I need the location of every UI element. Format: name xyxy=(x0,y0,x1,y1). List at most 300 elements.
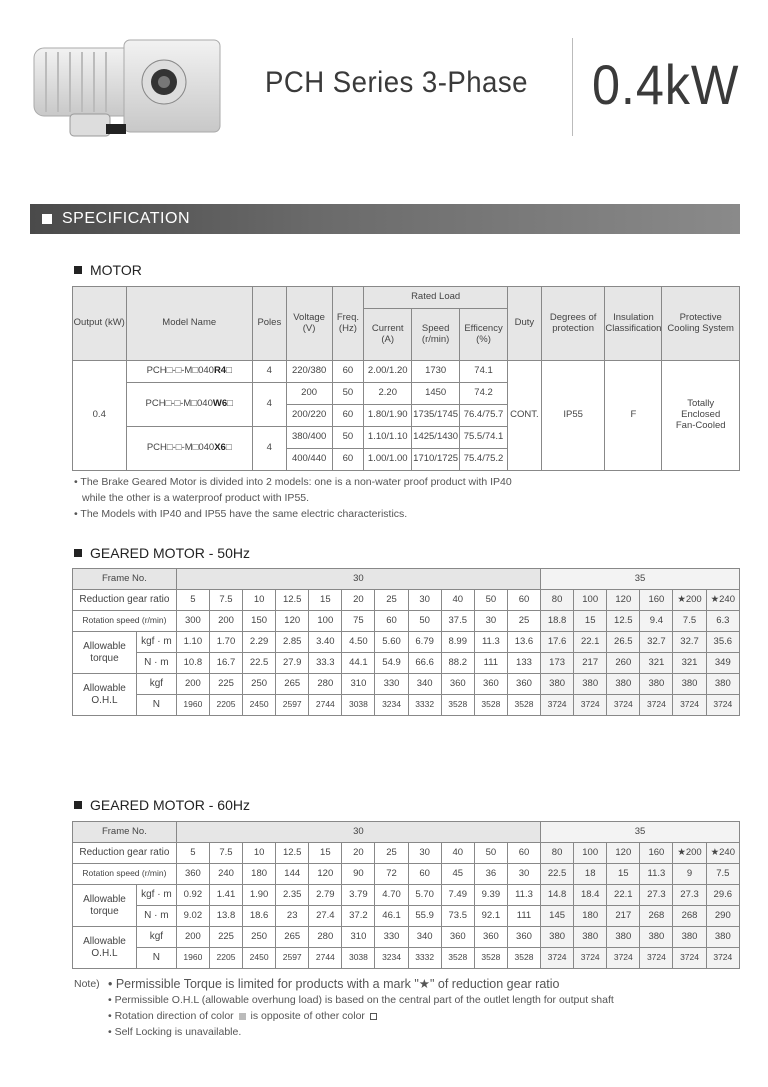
ratio-cell: 12.5 xyxy=(276,843,309,864)
speed-cell: 22.5 xyxy=(541,864,574,885)
torque_nm-cell: 180 xyxy=(574,906,607,927)
ohl_kgf-cell: 340 xyxy=(408,674,441,695)
ohl_n-cell: 3528 xyxy=(441,695,474,716)
torque_kgfm-cell: 1.10 xyxy=(176,632,209,653)
freq-value: 50 xyxy=(332,427,364,449)
ratio-cell: 100 xyxy=(574,590,607,611)
torque_nm-cell: 27.9 xyxy=(276,653,309,674)
header-efficiency: Efficency (%) xyxy=(460,309,508,361)
specification-label: SPECIFICATION xyxy=(62,210,190,227)
duty-value: CONT. xyxy=(507,361,541,471)
speed-cell: 9 xyxy=(673,864,706,885)
torque_nm-cell: 54.9 xyxy=(375,653,408,674)
current-value: 1.10/1.10 xyxy=(364,427,412,449)
ohl_kgf-cell: 380 xyxy=(607,674,640,695)
motor-section-title: MOTOR xyxy=(74,262,142,278)
torque_kgfm-cell: 1.41 xyxy=(209,885,242,906)
unit-n: N xyxy=(136,948,176,969)
ratio-cell: 120 xyxy=(607,590,640,611)
torque-label: Allowable torque xyxy=(73,885,137,927)
ohl_kgf-cell: 360 xyxy=(474,674,507,695)
ohl_n-cell: 3528 xyxy=(474,695,507,716)
model-name-r4: PCH□-□-M□040R4□ xyxy=(126,361,252,383)
torque_nm-cell: 44.1 xyxy=(342,653,375,674)
ratio-cell: 160 xyxy=(640,843,673,864)
torque_kgfm-cell: 1.70 xyxy=(209,632,242,653)
torque_nm-cell: 33.3 xyxy=(309,653,342,674)
ratio-cell: 25 xyxy=(375,590,408,611)
speed-cell: 360 xyxy=(176,864,209,885)
speed-cell: 200 xyxy=(209,611,242,632)
torque_kgfm-cell: 29.6 xyxy=(706,885,739,906)
ohl_kgf-cell: 310 xyxy=(342,927,375,948)
torque_nm-cell: 22.5 xyxy=(243,653,276,674)
current-value: 1.00/1.00 xyxy=(364,449,412,471)
ohl_kgf-cell: 340 xyxy=(408,927,441,948)
ratio-cell: 80 xyxy=(541,590,574,611)
ratio-label: Reduction gear ratio xyxy=(73,590,177,611)
torque_kgfm-cell: 2.35 xyxy=(276,885,309,906)
ohl_n-cell: 1960 xyxy=(176,948,209,969)
square-bullet-icon xyxy=(74,549,82,557)
header xyxy=(0,0,768,160)
speed-cell: 100 xyxy=(309,611,342,632)
ohl_kgf-cell: 380 xyxy=(673,674,706,695)
ohl_kgf-cell: 225 xyxy=(209,674,242,695)
speed-cell: 120 xyxy=(276,611,309,632)
ratio-label: Reduction gear ratio xyxy=(73,843,177,864)
ratio-cell: ★240 xyxy=(706,843,739,864)
header-divider xyxy=(572,38,573,136)
gear60-section-title: GEARED MOTOR - 60Hz xyxy=(74,797,250,813)
torque_kgfm-cell: 27.3 xyxy=(640,885,673,906)
speed-value: 1710/1725 xyxy=(412,449,460,471)
ohl_kgf-cell: 380 xyxy=(706,674,739,695)
ohl_n-cell: 3724 xyxy=(541,695,574,716)
ohl_kgf-cell: 200 xyxy=(176,927,209,948)
torque_nm-cell: 10.8 xyxy=(176,653,209,674)
torque_nm-cell: 16.7 xyxy=(209,653,242,674)
torque_nm-cell: 66.6 xyxy=(408,653,441,674)
ratio-cell: ★200 xyxy=(673,590,706,611)
ohl_kgf-cell: 380 xyxy=(541,927,574,948)
frame-label: Frame No. xyxy=(73,569,177,590)
torque_nm-cell: 349 xyxy=(706,653,739,674)
torque_kgfm-cell: 11.3 xyxy=(474,632,507,653)
unit-kgf: kgf xyxy=(136,927,176,948)
ohl_kgf-cell: 360 xyxy=(474,927,507,948)
unit-nm: N · m xyxy=(136,653,176,674)
ratio-cell: 12.5 xyxy=(276,590,309,611)
ohl_n-cell: 3038 xyxy=(342,695,375,716)
ohl_kgf-cell: 280 xyxy=(309,927,342,948)
motor-spec-table xyxy=(72,286,740,471)
ohl_n-cell: 3724 xyxy=(640,695,673,716)
voltage-value: 200/220 xyxy=(286,405,332,427)
torque_nm-cell: 268 xyxy=(673,906,706,927)
ohl-label: Allowable O.H.L xyxy=(73,674,137,716)
torque_nm-cell: 27.4 xyxy=(309,906,342,927)
note-rotation: • Rotation direction of color is opposite of other color xyxy=(108,1008,379,1024)
torque_kgfm-cell: 1.90 xyxy=(243,885,276,906)
header-model: Model Name xyxy=(126,287,252,361)
header-poles: Poles xyxy=(252,287,286,361)
ohl_kgf-cell: 265 xyxy=(276,674,309,695)
note-lead: Note) xyxy=(74,978,100,990)
unit-kgf: kgf xyxy=(136,674,176,695)
ratio-cell: 40 xyxy=(441,843,474,864)
current-value: 2.00/1.20 xyxy=(364,361,412,383)
ratio-cell: 25 xyxy=(375,843,408,864)
torque_nm-cell: 55.9 xyxy=(408,906,441,927)
speed-cell: 37.5 xyxy=(441,611,474,632)
ratio-cell: 5 xyxy=(176,590,209,611)
geared-motor-image xyxy=(26,30,226,148)
unit-nm: N · m xyxy=(136,906,176,927)
ohl_kgf-cell: 280 xyxy=(309,674,342,695)
torque_nm-cell: 268 xyxy=(640,906,673,927)
voltage-value: 200 xyxy=(286,383,332,405)
ratio-cell: ★200 xyxy=(673,843,706,864)
header-rated-load: Rated Load xyxy=(364,287,508,309)
poles-value: 4 xyxy=(252,427,286,471)
speed-cell: 7.5 xyxy=(706,864,739,885)
ohl_n-cell: 2597 xyxy=(276,695,309,716)
torque_nm-cell: 9.02 xyxy=(176,906,209,927)
speed-cell: 50 xyxy=(408,611,441,632)
torque_kgfm-cell: 32.7 xyxy=(640,632,673,653)
square-bullet-icon xyxy=(42,214,52,224)
header-freq: Freq. (Hz) xyxy=(332,287,364,361)
ohl_n-cell: 3528 xyxy=(507,695,540,716)
ohl_kgf-cell: 360 xyxy=(441,927,474,948)
header-speed: Speed (r/min) xyxy=(412,309,460,361)
ratio-cell: 7.5 xyxy=(209,590,242,611)
torque_kgfm-cell: 5.60 xyxy=(375,632,408,653)
efficiency-value: 76.4/75.7 xyxy=(460,405,508,427)
frame-35: 35 xyxy=(541,569,740,590)
ohl_n-cell: 3724 xyxy=(574,695,607,716)
speed-cell: 30 xyxy=(507,864,540,885)
ohl_n-cell: 3234 xyxy=(375,695,408,716)
ratio-cell: 15 xyxy=(309,590,342,611)
torque_nm-cell: 92.1 xyxy=(474,906,507,927)
speed-cell: 18.8 xyxy=(541,611,574,632)
ohl_kgf-cell: 380 xyxy=(673,927,706,948)
ohl_kgf-cell: 380 xyxy=(574,674,607,695)
note-ohl: • Permissible O.H.L (allowable overhung load) is based on the central part of the outlet length for output shaft xyxy=(108,994,614,1006)
ohl_n-cell: 3038 xyxy=(342,948,375,969)
ratio-cell: 30 xyxy=(408,843,441,864)
torque_nm-cell: 73.5 xyxy=(441,906,474,927)
speed-value: 1450 xyxy=(412,383,460,405)
voltage-value: 220/380 xyxy=(286,361,332,383)
ohl_kgf-cell: 380 xyxy=(574,927,607,948)
torque_nm-cell: 13.8 xyxy=(209,906,242,927)
frame-label: Frame No. xyxy=(73,822,177,843)
geared-motor-60hz-table xyxy=(72,821,740,969)
ohl_kgf-cell: 380 xyxy=(541,674,574,695)
ohl_kgf-cell: 200 xyxy=(176,674,209,695)
speed-cell: 6.3 xyxy=(706,611,739,632)
ratio-cell: 15 xyxy=(309,843,342,864)
torque_kgfm-cell: 32.7 xyxy=(673,632,706,653)
ohl_n-cell: 2205 xyxy=(209,948,242,969)
torque_nm-cell: 290 xyxy=(706,906,739,927)
current-value: 1.80/1.90 xyxy=(364,405,412,427)
speed-cell: 45 xyxy=(441,864,474,885)
voltage-value: 380/400 xyxy=(286,427,332,449)
ohl_kgf-cell: 380 xyxy=(607,927,640,948)
torque_kgfm-cell: 8.99 xyxy=(441,632,474,653)
ratio-cell: 60 xyxy=(507,590,540,611)
ratio-cell: 7.5 xyxy=(209,843,242,864)
specification-bar xyxy=(30,204,740,234)
gray-swatch-icon xyxy=(239,1013,246,1020)
speed-cell: 120 xyxy=(309,864,342,885)
torque_kgfm-cell: 3.40 xyxy=(309,632,342,653)
ohl_kgf-cell: 250 xyxy=(243,927,276,948)
speed-cell: 180 xyxy=(243,864,276,885)
freq-value: 60 xyxy=(332,405,364,427)
speed-label: Rotation speed (r/min) xyxy=(73,864,177,885)
torque_nm-cell: 173 xyxy=(541,653,574,674)
speed-cell: 15 xyxy=(574,611,607,632)
ohl_n-cell: 2597 xyxy=(276,948,309,969)
torque_nm-cell: 46.1 xyxy=(375,906,408,927)
speed-cell: 18 xyxy=(574,864,607,885)
ohl_n-cell: 3724 xyxy=(673,695,706,716)
torque_kgfm-cell: 14.8 xyxy=(541,885,574,906)
poles-value: 4 xyxy=(252,361,286,383)
ratio-cell: 60 xyxy=(507,843,540,864)
torque_kgfm-cell: 26.5 xyxy=(607,632,640,653)
poles-value: 4 xyxy=(252,383,286,427)
freq-value: 60 xyxy=(332,449,364,471)
torque_nm-cell: 321 xyxy=(673,653,706,674)
torque_nm-cell: 37.2 xyxy=(342,906,375,927)
white-swatch-icon xyxy=(370,1013,377,1020)
ohl_n-cell: 1960 xyxy=(176,695,209,716)
ohl_n-cell: 3724 xyxy=(574,948,607,969)
torque_kgfm-cell: 18.4 xyxy=(574,885,607,906)
degrees-value: IP55 xyxy=(541,361,605,471)
ratio-cell: 20 xyxy=(342,590,375,611)
freq-value: 50 xyxy=(332,383,364,405)
ohl-label: Allowable O.H.L xyxy=(73,927,137,969)
ratio-cell: 50 xyxy=(474,590,507,611)
speed-cell: 90 xyxy=(342,864,375,885)
ratio-cell: 40 xyxy=(441,590,474,611)
current-value: 2.20 xyxy=(364,383,412,405)
torque_kgfm-cell: 7.49 xyxy=(441,885,474,906)
torque_kgfm-cell: 2.29 xyxy=(243,632,276,653)
series-title: PCH Series 3-Phase xyxy=(265,66,528,99)
speed-cell: 12.5 xyxy=(607,611,640,632)
efficiency-value: 74.2 xyxy=(460,383,508,405)
ohl_n-cell: 2744 xyxy=(309,695,342,716)
ohl_n-cell: 3234 xyxy=(375,948,408,969)
speed-value: 1425/1430 xyxy=(412,427,460,449)
ratio-cell: 120 xyxy=(607,843,640,864)
torque_kgfm-cell: 22.1 xyxy=(607,885,640,906)
ohl_kgf-cell: 330 xyxy=(375,927,408,948)
ohl_n-cell: 3332 xyxy=(408,695,441,716)
torque-label: Allowable torque xyxy=(73,632,137,674)
torque_kgfm-cell: 4.70 xyxy=(375,885,408,906)
ohl_kgf-cell: 250 xyxy=(243,674,276,695)
speed-cell: 60 xyxy=(375,611,408,632)
torque_nm-cell: 217 xyxy=(574,653,607,674)
ratio-cell: 20 xyxy=(342,843,375,864)
model-name-w6: PCH□-□-M□040W6□ xyxy=(126,383,252,427)
square-bullet-icon xyxy=(74,266,82,274)
torque_nm-cell: 88.2 xyxy=(441,653,474,674)
ohl_n-cell: 3528 xyxy=(441,948,474,969)
header-output: Output (kW) xyxy=(73,287,127,361)
header-duty: Duty xyxy=(507,287,541,361)
freq-value: 60 xyxy=(332,361,364,383)
unit-kgfm: kgf · m xyxy=(136,632,176,653)
torque_kgfm-cell: 6.79 xyxy=(408,632,441,653)
speed-cell: 240 xyxy=(209,864,242,885)
ohl_n-cell: 3724 xyxy=(706,695,739,716)
frame-30: 30 xyxy=(176,569,540,590)
efficiency-value: 75.4/75.2 xyxy=(460,449,508,471)
ohl_kgf-cell: 330 xyxy=(375,674,408,695)
speed-cell: 30 xyxy=(474,611,507,632)
torque_kgfm-cell: 3.79 xyxy=(342,885,375,906)
torque_nm-cell: 23 xyxy=(276,906,309,927)
speed-cell: 150 xyxy=(243,611,276,632)
ratio-cell: 80 xyxy=(541,843,574,864)
ohl_kgf-cell: 380 xyxy=(640,674,673,695)
header-degrees: Degrees of protection xyxy=(541,287,605,361)
note-line: • The Models with IP40 and IP55 have the same electric characteristics. xyxy=(74,508,408,520)
note-torque: • Permissible Torque is limited for products with a mark "★" of reduction gear ratio xyxy=(108,977,560,991)
cooling-value: Totally Enclosed Fan-Cooled xyxy=(662,361,740,471)
ohl_kgf-cell: 360 xyxy=(441,674,474,695)
speed-cell: 300 xyxy=(176,611,209,632)
torque_kgfm-cell: 5.70 xyxy=(408,885,441,906)
ohl_n-cell: 3724 xyxy=(673,948,706,969)
torque_nm-cell: 321 xyxy=(640,653,673,674)
torque_kgfm-cell: 17.6 xyxy=(541,632,574,653)
ohl_n-cell: 3724 xyxy=(640,948,673,969)
header-insulation: Insulation Classification xyxy=(605,287,662,361)
speed-value: 1730 xyxy=(412,361,460,383)
ohl_kgf-cell: 380 xyxy=(640,927,673,948)
ohl_kgf-cell: 360 xyxy=(507,674,540,695)
square-bullet-icon xyxy=(74,801,82,809)
note-line: • The Brake Geared Motor is divided into 2 models: one is a non-water proof product with IP40 xyxy=(74,476,512,488)
speed-cell: 75 xyxy=(342,611,375,632)
ohl_n-cell: 2450 xyxy=(243,948,276,969)
ohl_kgf-cell: 360 xyxy=(507,927,540,948)
ohl_n-cell: 3332 xyxy=(408,948,441,969)
torque_nm-cell: 133 xyxy=(507,653,540,674)
gear50-section-title: GEARED MOTOR - 50Hz xyxy=(74,545,250,561)
speed-cell: 144 xyxy=(276,864,309,885)
torque_kgfm-cell: 9.39 xyxy=(474,885,507,906)
efficiency-value: 75.5/74.1 xyxy=(460,427,508,449)
ratio-cell: 50 xyxy=(474,843,507,864)
power-rating: 0.4kW xyxy=(592,53,740,116)
ohl_n-cell: 3528 xyxy=(507,948,540,969)
unit-n: N xyxy=(136,695,176,716)
speed-cell: 25 xyxy=(507,611,540,632)
speed-cell: 7.5 xyxy=(673,611,706,632)
torque_kgfm-cell: 13.6 xyxy=(507,632,540,653)
geared-motor-50hz-table xyxy=(72,568,740,716)
ohl_n-cell: 2744 xyxy=(309,948,342,969)
ratio-cell: 10 xyxy=(243,843,276,864)
torque_kgfm-cell: 4.50 xyxy=(342,632,375,653)
ratio-cell: ★240 xyxy=(706,590,739,611)
ratio-cell: 100 xyxy=(574,843,607,864)
speed-value: 1735/1745 xyxy=(412,405,460,427)
ohl_n-cell: 3724 xyxy=(706,948,739,969)
efficiency-value: 74.1 xyxy=(460,361,508,383)
speed-cell: 36 xyxy=(474,864,507,885)
voltage-value: 400/440 xyxy=(286,449,332,471)
torque_nm-cell: 111 xyxy=(474,653,507,674)
unit-kgfm: kgf · m xyxy=(136,885,176,906)
frame-30: 30 xyxy=(176,822,540,843)
ohl_n-cell: 2450 xyxy=(243,695,276,716)
torque_nm-cell: 145 xyxy=(541,906,574,927)
torque_kgfm-cell: 0.92 xyxy=(176,885,209,906)
note-self-locking: • Self Locking is unavailable. xyxy=(108,1026,242,1038)
torque_nm-cell: 111 xyxy=(507,906,540,927)
ohl_kgf-cell: 380 xyxy=(706,927,739,948)
torque_kgfm-cell: 2.79 xyxy=(309,885,342,906)
torque_kgfm-cell: 35.6 xyxy=(706,632,739,653)
ratio-cell: 5 xyxy=(176,843,209,864)
speed-cell: 60 xyxy=(408,864,441,885)
ratio-cell: 10 xyxy=(243,590,276,611)
frame-35: 35 xyxy=(541,822,740,843)
ratio-cell: 30 xyxy=(408,590,441,611)
ohl_n-cell: 3724 xyxy=(607,695,640,716)
header-current: Current (A) xyxy=(364,309,412,361)
header-voltage: Voltage (V) xyxy=(286,287,332,361)
ratio-cell: 160 xyxy=(640,590,673,611)
torque_kgfm-cell: 2.85 xyxy=(276,632,309,653)
output-value: 0.4 xyxy=(73,361,127,471)
note-line: while the other is a waterproof product with IP55. xyxy=(82,492,310,504)
speed-cell: 15 xyxy=(607,864,640,885)
footer-notes xyxy=(74,976,614,1040)
torque_nm-cell: 217 xyxy=(607,906,640,927)
ohl_kgf-cell: 265 xyxy=(276,927,309,948)
speed-label: Rotation speed (r/min) xyxy=(73,611,177,632)
torque_nm-cell: 18.6 xyxy=(243,906,276,927)
torque_kgfm-cell: 11.3 xyxy=(507,885,540,906)
ohl_kgf-cell: 225 xyxy=(209,927,242,948)
model-name-x6: PCH□-□-M□040X6□ xyxy=(126,427,252,471)
ohl_n-cell: 3528 xyxy=(474,948,507,969)
speed-cell: 9.4 xyxy=(640,611,673,632)
ohl_n-cell: 2205 xyxy=(209,695,242,716)
speed-cell: 11.3 xyxy=(640,864,673,885)
header-cooling: Protective Cooling System xyxy=(662,287,740,361)
ohl_n-cell: 3724 xyxy=(607,948,640,969)
ohl_kgf-cell: 310 xyxy=(342,674,375,695)
torque_nm-cell: 260 xyxy=(607,653,640,674)
ohl_n-cell: 3724 xyxy=(541,948,574,969)
torque_kgfm-cell: 27.3 xyxy=(673,885,706,906)
